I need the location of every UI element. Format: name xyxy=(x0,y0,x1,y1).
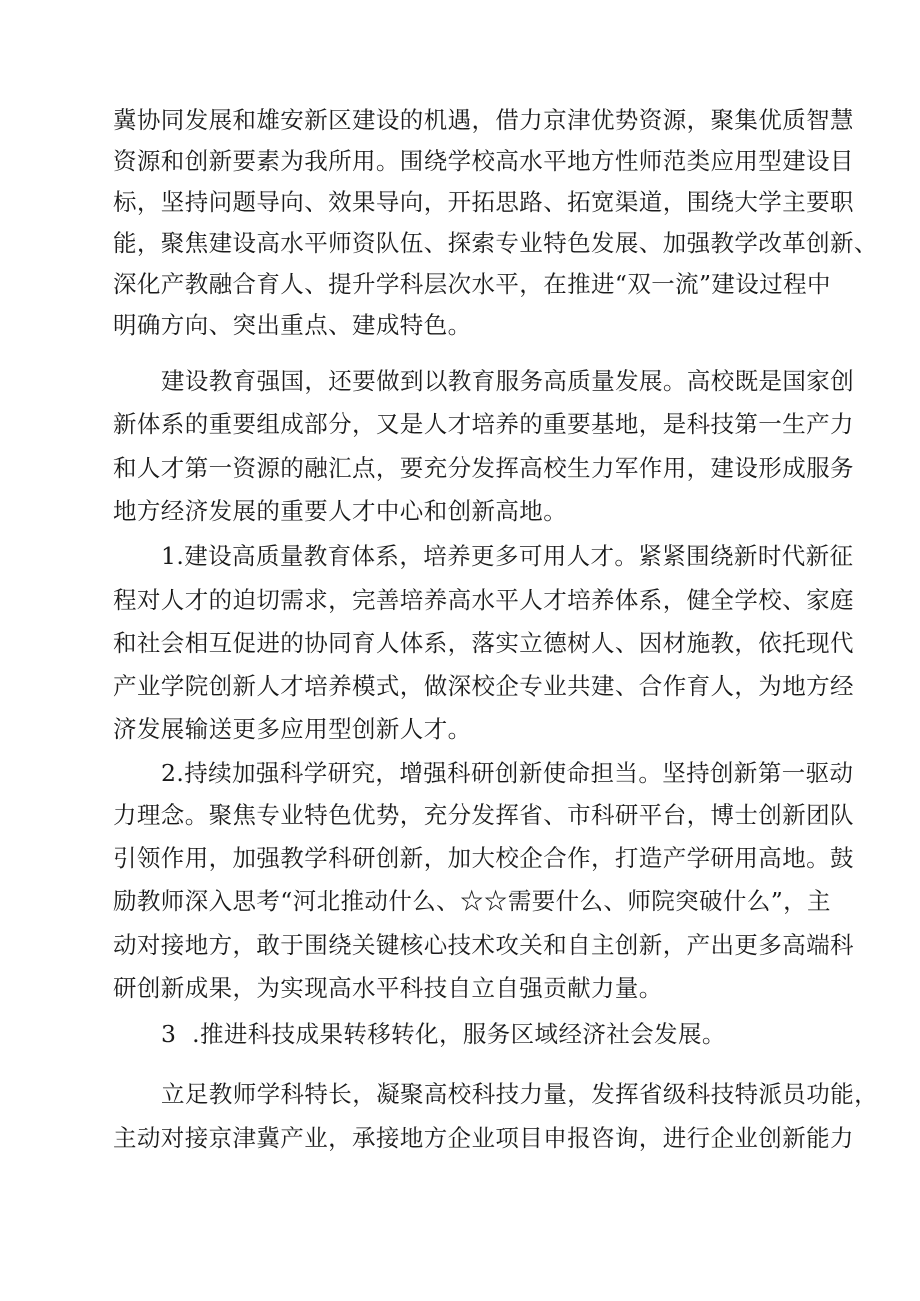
text-line: 产业学院创新人才培养模式，做深校企专业共建、合作育人，为地方经 xyxy=(113,672,854,700)
text-line: 立足教师学科特长，凝聚高校科技力量，发挥省级科技特派员功能， xyxy=(161,1080,878,1108)
text-line: 标，坚持问题导向、效果导向，开拓思路、拓宽渠道，围绕大学主要职 xyxy=(113,188,854,216)
text-line: 3 .推进科技成果转移转化，服务区域经济社会发展。 xyxy=(161,1020,726,1048)
text-line: 1.建设高质量教育体系，培养更多可用人才。紧紧围绕新时代新征 xyxy=(161,542,854,570)
text-line: 资源和创新要素为我所用。围绕学校高水平地方性师范类应用型建设目 xyxy=(113,147,854,175)
text-line: 明确方向、突出重点、建成特色。 xyxy=(113,311,472,339)
text-line: 2.持续加强科学研究，增强科研创新使命担当。坚持创新第一驱动 xyxy=(161,759,854,787)
text-line: 能，聚焦建设高水平师资队伍、探索专业特色发展、加强教学改革创新、 xyxy=(113,229,878,257)
text-line: 地方经济发展的重要人才中心和创新高地。 xyxy=(113,497,568,525)
text-line: 和人才第一资源的融汇点，要充分发挥高校生力军作用，建设形成服务 xyxy=(113,454,854,482)
text-line: 和社会相互促进的协同育人体系，落实立德树人、因材施教，依托现代 xyxy=(113,629,854,657)
text-line: 励教师深入思考“河北推动什么、☆☆需要什么、师院突破什么”，主 xyxy=(113,887,831,915)
text-line: 研创新成果，为实现高水平科技自立自强贡献力量。 xyxy=(113,974,663,1002)
text-line: 冀协同发展和雄安新区建设的机遇，借力京津优势资源，聚集优质智慧 xyxy=(113,106,854,134)
text-line: 引领作用，加强教学科研创新，加大校企合作，打造产学研用高地。鼓 xyxy=(113,844,854,872)
text-line: 新体系的重要组成部分，又是人才培养的重要基地，是科技第一生产力 xyxy=(113,410,854,438)
text-line: 主动对接京津冀产业，承接地方企业项目申报咨询，进行企业创新能力 xyxy=(113,1124,854,1152)
text-line: 深化产教融合育人、提升学科层次水平，在推进“双一流”建设过程中 xyxy=(113,270,831,298)
text-line: 动对接地方，敢于围绕关键核心技术攻关和自主创新，产出更多高端科 xyxy=(113,931,854,959)
text-line: 程对人才的迫切需求，完善培养高水平人才培养体系，健全学校、家庭 xyxy=(113,586,854,614)
text-line: 济发展输送更多应用型创新人才。 xyxy=(113,715,472,743)
text-line: 力理念。聚焦专业特色优势，充分发挥省、市科研平台，博士创新团队 xyxy=(113,801,854,829)
text-line: 建设教育强国，还要做到以教育服务高质量发展。高校既是国家创 xyxy=(161,367,855,395)
